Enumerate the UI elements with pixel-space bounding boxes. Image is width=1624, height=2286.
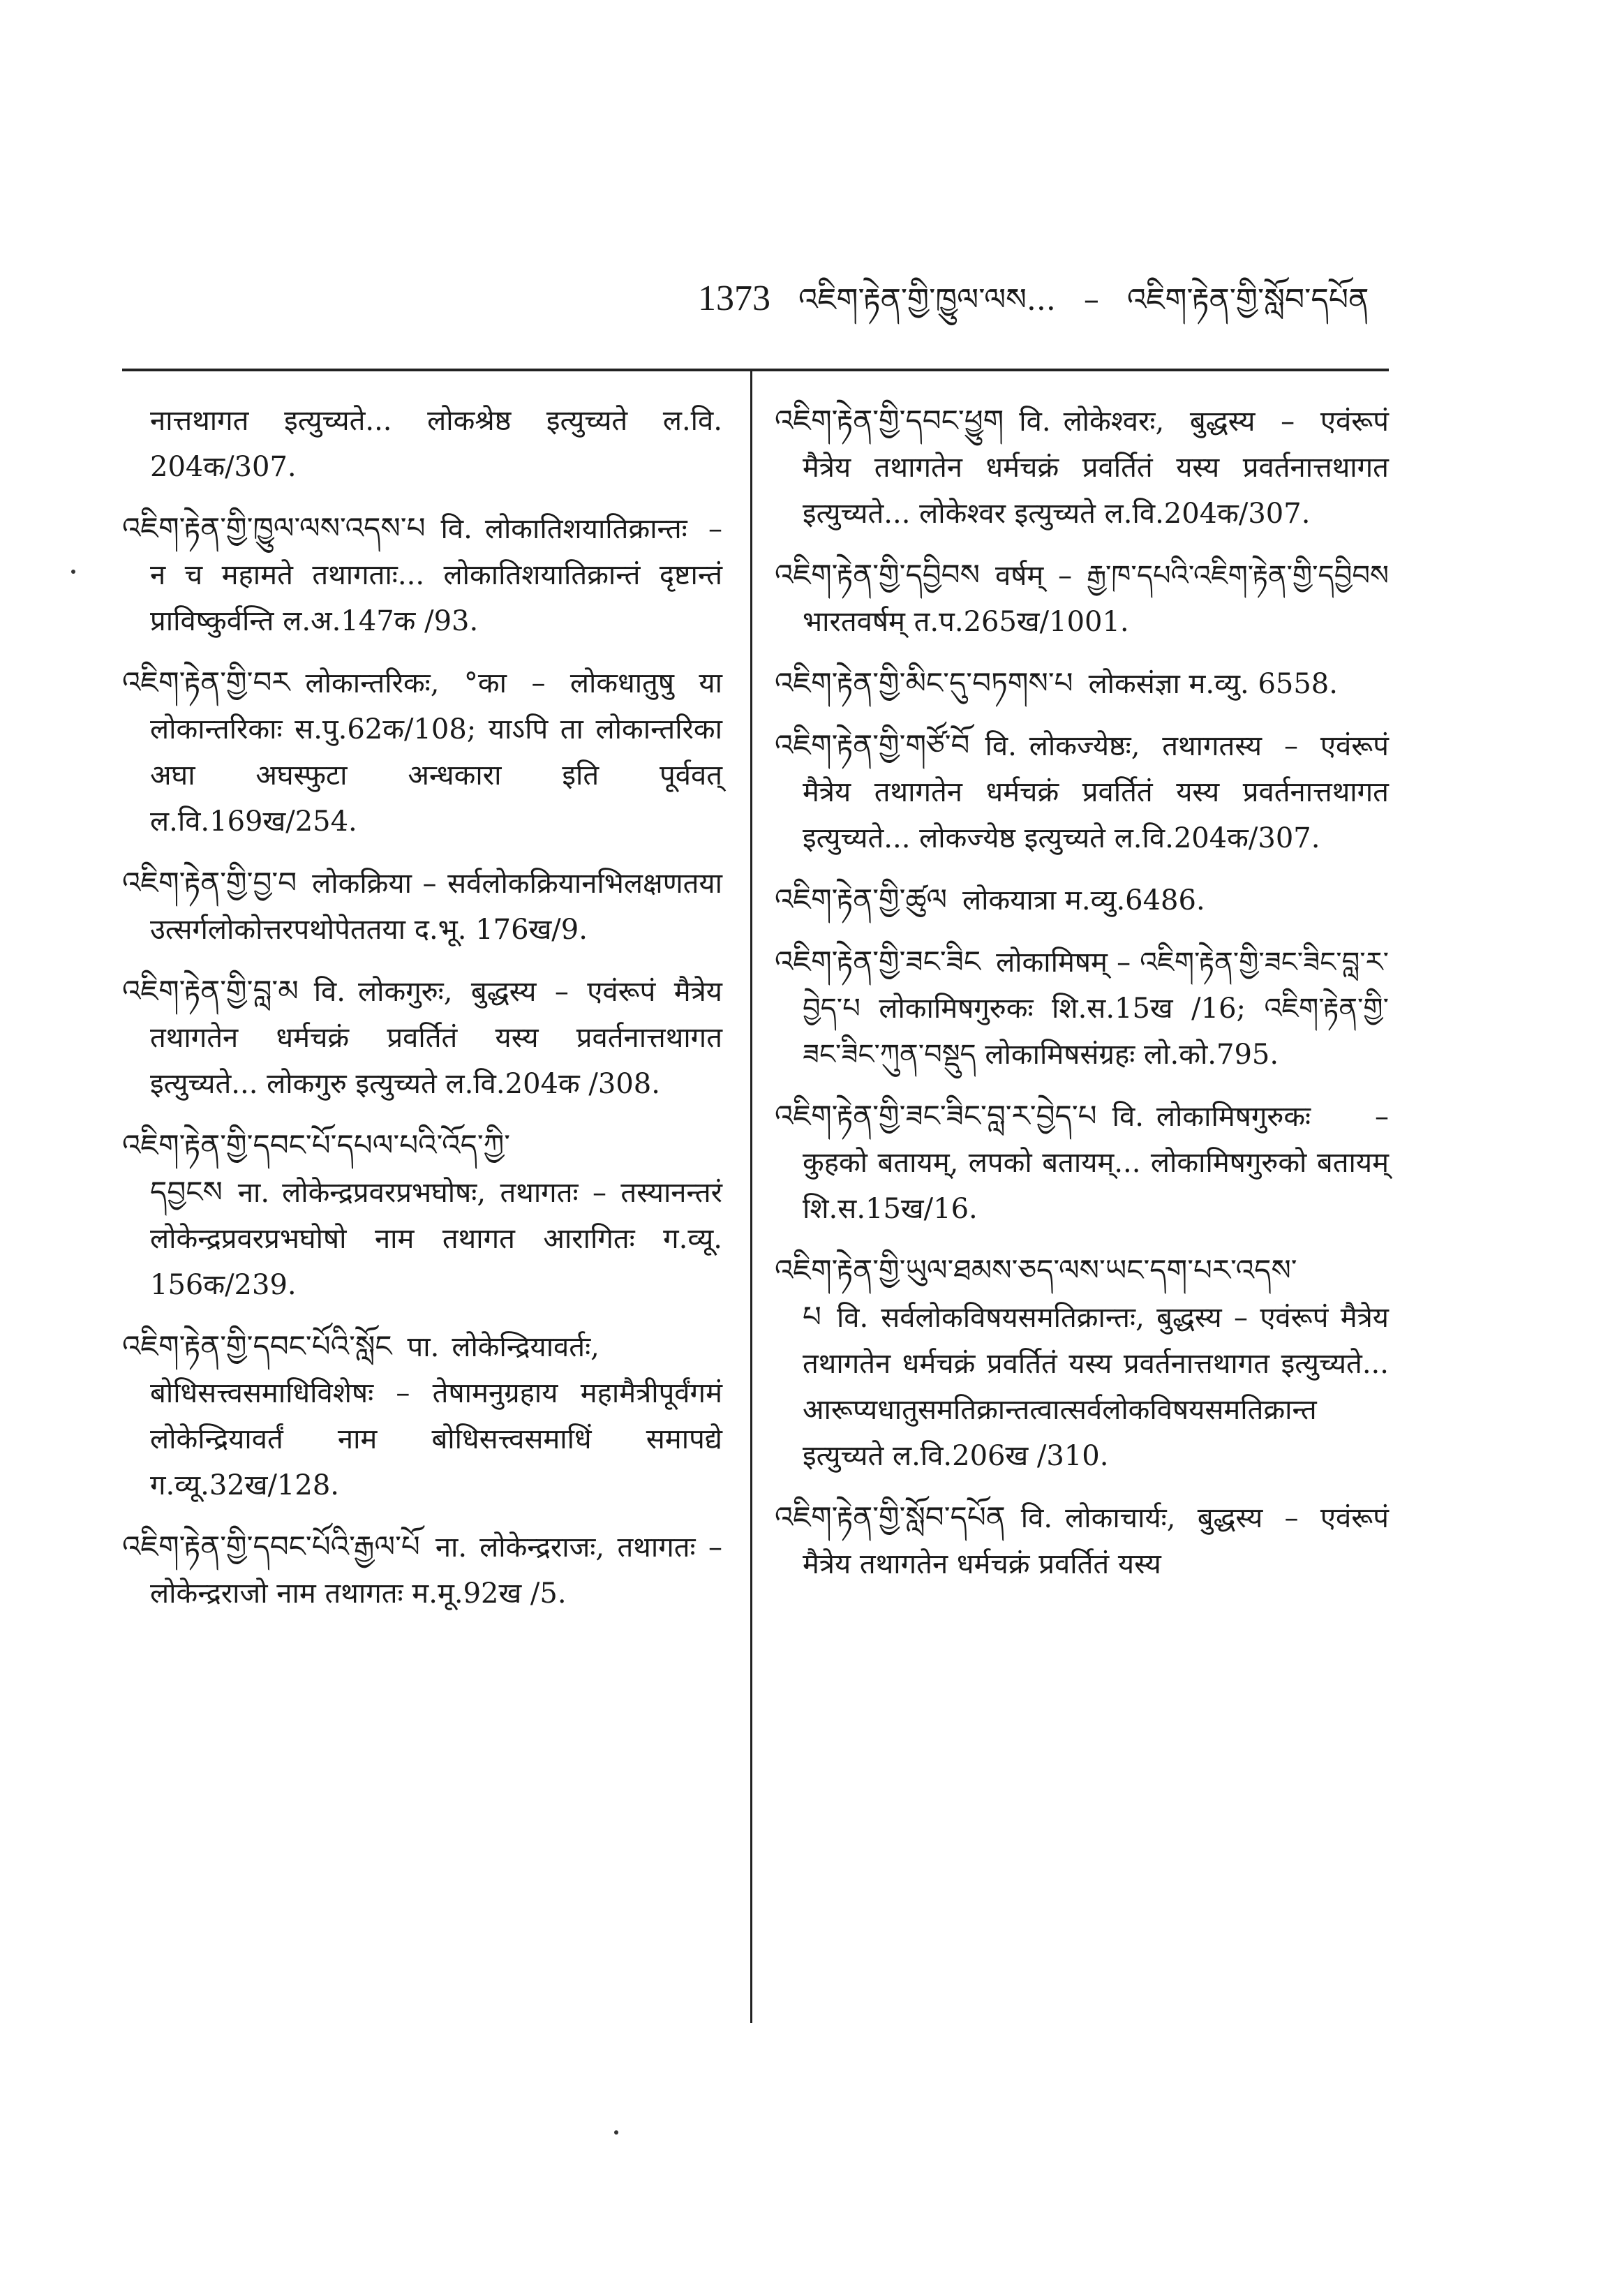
entry-definition: लोकेन्द्रराजः, तथागतः – लोकेन्द्रराजो नाम तथागतः म.मू.92ख /5. — [150, 1531, 722, 1610]
entry-definition: लोकेश्वरः, बुद्धस्य – एवंरूपं मैत्रेय तथागतेन धर्मचक्रं प्रवर्तितं यस्य प्रवर्तनात्तथागत इत्युच्यते... लोकेश्वर इत्युच्यते ल.वि.204क/307. — [803, 406, 1389, 530]
dictionary-entry — [775, 877, 1389, 923]
entry-definition: लोकामिषम् – འཇིག་རྟེན་གྱི་ཟང་ཟིང་བླ་ར་བྱེད་པ लोकामिषगुरुकः शि.स.15ख /16; འཇིག་རྟེན་གྱི་ཟང་ཟིང་ཀུན་བསྡུད लोकामिषसंग्रहः लो.को.795. — [803, 947, 1389, 1071]
entry-definition: लोकगुरुः, बुद्धस्य – एवंरूपं मैत्रेय तथागतेन धर्मचक्रं प्रवर्तितं यस्य प्रवर्तनात्तथागत इत्युच्यते... लोकगुरु इत्युच्यते ल.वि.204क /308. — [150, 976, 722, 1100]
entry-grammar-tag: वि. — [836, 1302, 869, 1334]
entry-grammar-tag: पा. — [407, 1331, 440, 1363]
entry-definition: लोकान्तरिकः, °का – लोकधातुषु या लोकान्तरिकाः स.पु.62क/108; याऽपि ता लोकान्तरिका अघा अघस्फुटा अन्धकारा इति पूर्ववत् ल.वि.169ख/254. — [150, 667, 722, 838]
entry-headword: འཇིག་རྟེན་གྱི་གཙོ་བོ — [775, 728, 970, 762]
entry-grammar-tag: वि. — [1020, 1502, 1053, 1534]
dictionary-entry — [122, 1122, 722, 1308]
right-entry-list — [775, 398, 1389, 1587]
entry-grammar-tag: वि. — [440, 513, 472, 545]
dictionary-entry — [122, 860, 722, 953]
dictionary-entry — [122, 1323, 722, 1508]
dictionary-entry — [775, 660, 1389, 707]
dictionary-entry — [775, 1093, 1389, 1232]
left-entry-list — [122, 505, 722, 1617]
entry-definition: लोकयात्रा म.व्यु.6486. — [962, 884, 1205, 916]
entry-headword: འཇིག་རྟེན་གྱི་ཚུལ — [775, 882, 948, 916]
dictionary-entry — [775, 398, 1389, 537]
entry-definition: लोकातिशयातिक्रान्तः – न च महामते तथागताः... लोकातिशयातिक्रान्तं दृष्टान्तं प्राविष्कुर्वन्ति ल.अ.147क /93. — [150, 513, 722, 637]
entry-definition: वर्षम् – རྒྱ་ཁ་དཔའི་འཇིག་རྟེན་གྱི་དབྱིབས भारतवर्षम् त.प.265ख/1001. — [803, 560, 1389, 638]
column-divider — [750, 369, 752, 2023]
scan-speck — [71, 570, 75, 574]
dictionary-entry — [775, 722, 1389, 861]
entry-headword: འཇིག་རྟེན་གྱི་ཟང་ཟིང — [775, 944, 981, 979]
entry-headword: འཇིག་རྟེན་གྱི་བར — [122, 665, 290, 699]
entry-headword: འཇིག་རྟེན་གྱི་དབང་པོའི་སློང — [122, 1329, 392, 1363]
dictionary-entry — [122, 505, 722, 644]
entry-definition: लोकेन्द्रियावर्तः, बोधिसत्त्वसमाधिविशेषः – तेषामनुग्रहाय महामैत्रीपूर्वंगमं लोकेन्द्रियावर्तं नाम बोधिसत्त्वसमाधिं समापद्ये ग.व्यू.32ख/128. — [150, 1331, 722, 1501]
entry-definition: लोकाचार्यः, बुद्धस्य – एवंरूपं मैत्रेय तथागतेन धर्मचक्रं प्रवर्तितं यस्य — [803, 1502, 1389, 1580]
entry-grammar-tag: वि. — [1019, 406, 1051, 438]
entry-headword: འཇིག་རྟེན་གྱི་དབང་པོ་དཔལ་པའི་འོད་ཀྱི་དབྱངས — [122, 1128, 511, 1209]
entry-headword: འཇིག་རྟེན་གྱི་བླ་མ — [122, 974, 299, 1008]
entry-grammar-tag: ना. — [435, 1531, 468, 1564]
running-head — [698, 265, 1368, 352]
entry-grammar-tag: ना. — [237, 1177, 270, 1209]
running-head-last-word: འཇིག་རྟེན་གྱི་སློབ་དཔོན — [1126, 282, 1369, 318]
dictionary-entry — [122, 660, 722, 845]
entry-headword: འཇིག་རྟེན་གྱི་ཟང་ཟིང་བླ་ར་བྱེད་པ — [775, 1099, 1097, 1133]
entry-headword: འཇིག་རྟེན་གྱི་བྱ་བ — [122, 866, 297, 900]
running-head-first-word: འཇིག་རྟེན་གྱི་ཁྱུལ་ལས... — [798, 282, 1056, 318]
dictionary-entry — [122, 968, 722, 1107]
left-column — [122, 398, 722, 1632]
entry-definition: लोकक्रिया – सर्वलोकक्रियानभिलक्षणतया उत्सर्गलोकोत्तरपथोपेततया द.भू. 176ख/9. — [150, 868, 722, 946]
right-column — [775, 398, 1389, 1603]
entry-headword: འཇིག་རྟེན་གྱི་མིང་དུ་བཏགས་པ — [775, 666, 1073, 700]
entry-definition: लोकेन्द्रप्रवरप्रभघोषः, तथागतः – तस्यानन्तरं लोकेन्द्रप्रवरप्रभघोषो नाम तथागत आरागितः ग.व्यू. 156क/239. — [150, 1177, 722, 1301]
dictionary-entry — [775, 1494, 1389, 1587]
entry-grammar-tag: वि. — [985, 730, 1017, 762]
entry-headword: འཇིག་རྟེན་གྱི་ཡུལ་ཐམས་ཅད་ལས་ཡང་དག་པར་འདས་པ — [775, 1253, 1297, 1334]
entry-headword: འཇིག་རྟེན་གྱི་སློབ་དཔོན — [775, 1500, 1006, 1534]
scan-speck — [614, 2130, 618, 2135]
running-head-dash: – — [1083, 282, 1099, 318]
entry-definition: लोकामिषगुरुकः – कुहको बतायम्, लपको बतायम्... लोकामिषगुरुको बतायम् शि.स.15ख/16. — [803, 1101, 1389, 1225]
page-number: 1373 — [698, 279, 770, 318]
entry-definition: सर्वलोकविषयसमतिक्रान्तः, बुद्धस्य – एवंरूपं मैत्रेय तथागतेन धर्मचक्रं प्रवर्तितं यस्य प्रवर्तनात्तथागत इत्युच्यते... आरूप्यधातुसमतिक्रान्तत्वात्सर्वलोकविषयसमतिक्रान्त इत्युच्यते ल.वि.206ख /310. — [803, 1302, 1389, 1472]
entry-headword: འཇིག་རྟེན་གྱི་དབང་ཕྱུག — [775, 403, 1004, 438]
continued-entry: नात्तथागत इत्युच्यते... लोकश्रेष्ठ इत्युच्यते ल.वि. 204क/307. — [150, 405, 722, 483]
entry-headword: འཇིག་རྟེན་གྱི་ཁྱུལ་ལས་འདས་པ — [122, 511, 426, 545]
dictionary-entry — [775, 939, 1389, 1078]
entry-grammar-tag: वि. — [1112, 1101, 1144, 1133]
dictionary-entry — [775, 1247, 1389, 1479]
entry-definition: लोकसंज्ञा म.व्यु. 6558. — [1088, 668, 1338, 700]
dictionary-entry — [775, 552, 1389, 645]
header-rule — [122, 369, 1389, 371]
entry-definition: लोकज्येष्ठः, तथागतस्य – एवंरूपं मैत्रेय तथागतेन धर्मचक्रं प्रवर्तितं यस्य प्रवर्तनात्तथागत इत्युच्यते... लोकज्येष्ठ इत्युच्यते ल.वि.204क/307. — [803, 730, 1389, 854]
entry-headword: འཇིག་རྟེན་གྱི་དབང་པོའི་རྒྱལ་པོ — [122, 1529, 420, 1564]
entry-headword: འཇིག་རྟེན་གྱི་དབྱིབས — [775, 558, 980, 592]
entry-grammar-tag: वि. — [313, 976, 346, 1008]
dictionary-entry — [122, 1524, 722, 1617]
